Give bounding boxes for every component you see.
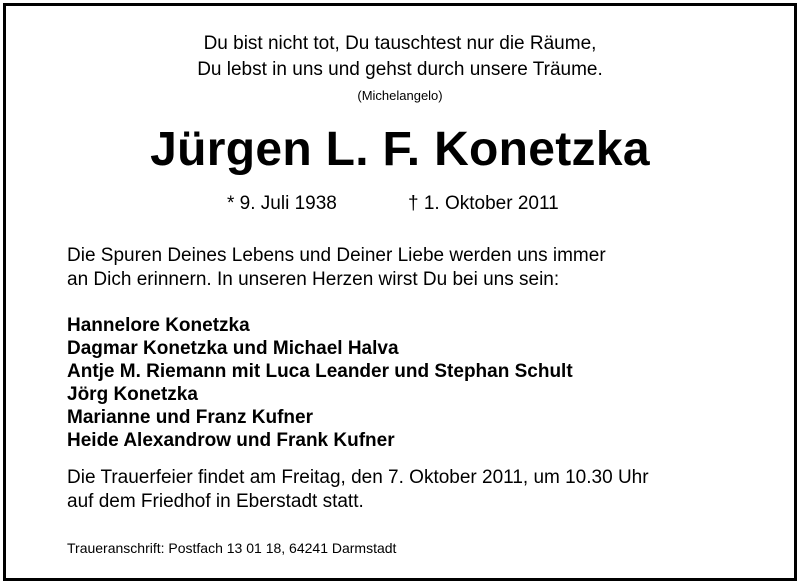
ceremony-line: auf dem Friedhof in Eberstadt statt. <box>67 491 364 512</box>
quote-author: (Michelangelo) <box>357 88 443 103</box>
mourner-name: Heide Alexandrow und Frank Kufner <box>67 430 395 451</box>
intro-line: Die Spuren Deines Lebens und Deiner Liebe werden uns immer <box>67 245 606 266</box>
mourning-address: Traueranschrift: Postfach 13 01 18, 64241 Darmstadt <box>67 540 397 556</box>
quote <box>0 31 800 83</box>
mourner-name: Dagmar Konetzka und Michael Halva <box>67 338 399 359</box>
intro-line: an Dich erinnern. In unseren Herzen wirst Du bei uns sein: <box>67 269 560 290</box>
ceremony-line: Die Trauerfeier findet am Freitag, den 7. Oktober 2011, um 10.30 Uhr <box>67 467 649 488</box>
ceremony-info <box>67 466 649 514</box>
mourner-name: Marianne und Franz Kufner <box>67 407 313 428</box>
mourner-name: Hannelore Konetzka <box>67 315 250 336</box>
mourner-name: Antje M. Riemann mit Luca Leander und Stephan Schult <box>67 361 573 382</box>
quote-line: Du bist nicht tot, Du tauschtest nur die Räume, <box>203 33 597 54</box>
birth-date: * 9. Juli 1938 <box>227 193 337 214</box>
quote-line: Du lebst in uns und gehst durch unsere Träume. <box>197 59 603 80</box>
intro-text <box>67 244 606 292</box>
deceased-name: Jürgen L. F. Konetzka <box>150 123 650 176</box>
death-date: † 1. Oktober 2011 <box>408 193 559 214</box>
mourners-list <box>67 314 573 452</box>
mourner-name: Jörg Konetzka <box>67 384 198 405</box>
